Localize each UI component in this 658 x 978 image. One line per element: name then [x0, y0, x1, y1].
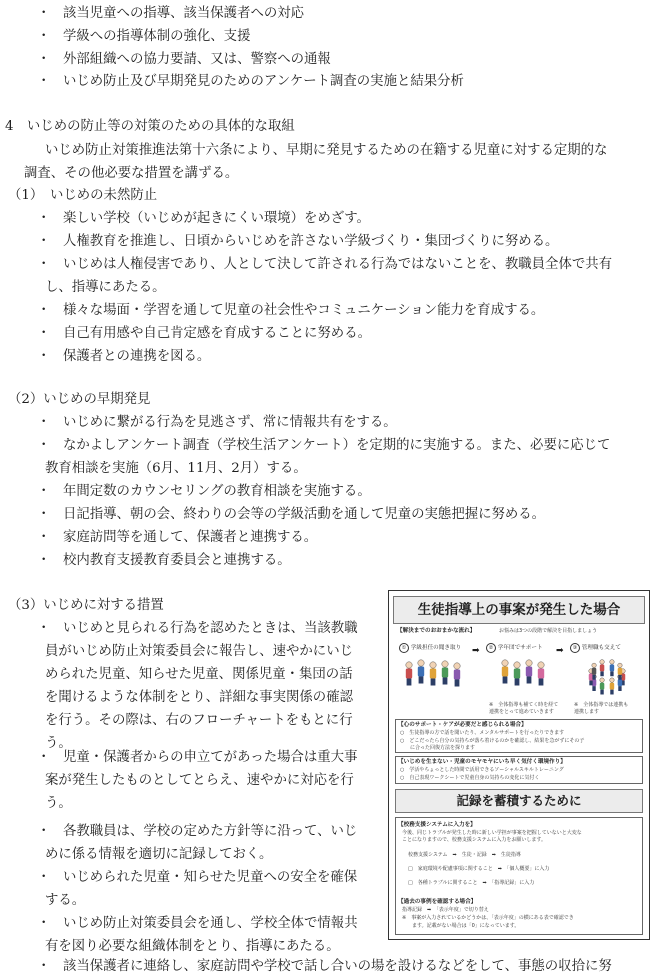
bullet: ・ [37, 326, 51, 341]
item-text-continued: する。 [45, 893, 86, 908]
past-line: ※ 事案が入力されているかどうかは、「表示年度」の横にある表で確認でき [402, 915, 574, 921]
bullet: ・ [37, 438, 51, 453]
record-line: 今後、同じトラブルが発生した時に新しい学担が事案を把握していないと大変な [402, 830, 582, 836]
record-title: 記録を蓄積するために [395, 789, 643, 813]
step-label: 学級担任の聞き取り [410, 645, 462, 651]
support-title: 【心のサポート・ケアが必要だと感じられる場合】 [398, 722, 527, 728]
flowchart-panel [388, 590, 650, 940]
bullet: ・ [37, 74, 51, 89]
item-text: いじめられた児童・知らせた児童への安全を確保 [63, 870, 358, 885]
item-text: 保護者との連携を図る。 [63, 349, 211, 364]
bullet: ・ [37, 507, 51, 522]
item-text-continued: を聞けるような体制をとり、詳細な事実関係の確認 [45, 690, 353, 705]
record-flow: □ 各種トラブルに関すること ➡ 「指導記録」に入力 [408, 880, 535, 886]
item-text: 校内教育支援教育委員会と連携する。 [63, 553, 291, 568]
flowchart-title: 生徒指導上の事案が発生した場合 [393, 596, 645, 624]
step-label: 学年団でサポート [497, 645, 543, 651]
item-text-continued: 有を図り必要な組織体制をとり、指導にあたる。 [45, 939, 340, 954]
item-text: 人権教育を推進し、日頃からいじめを許さない学級づくり・集団づくりに努める。 [63, 234, 559, 249]
bullet: ・ [37, 530, 51, 545]
item-text: 家庭訪問等を通して、保護者と連携する。 [63, 530, 318, 545]
section-heading: 4 いじめの防止等の対策のための具体的な取組 [5, 119, 295, 134]
item-text-continued: う。 [45, 736, 72, 751]
bullet: ・ [37, 234, 51, 249]
item-text: 自己有用感や自己肯定感を育成することに努める。 [63, 326, 371, 341]
record-section [395, 817, 643, 935]
item-text: いじめ防止対策委員会を通し、学校全体で情報共 [63, 916, 358, 931]
flow-section-title: 【解決までのおおまかな流れ】 [397, 628, 476, 634]
bullet: ・ [37, 959, 51, 974]
item-text: いじめ防止及び早期発見のためのアンケート調査の実施と結果分析 [63, 74, 464, 89]
step-1 [399, 643, 461, 653]
subsection-heading: （2）いじめの早期発見 [8, 392, 151, 407]
item-text: なかよしアンケート調査（学校生活アンケート）を定期的に実施する。また、必要に応じて [63, 438, 611, 453]
item-text-continued: 教育相談を実施（6月、11月、2月）する。 [45, 461, 307, 476]
record-sub-title: 【校務支援システムに入力を】 [398, 822, 476, 828]
circle-number-icon: ③ [570, 643, 580, 653]
intro-line: 調査、その他必要な措置を講ずる。 [24, 166, 239, 181]
item-text-continued: めに係る情報を適切に記録しておく。 [45, 847, 273, 862]
bullet: ・ [37, 52, 51, 67]
step-note: ※ 全体指導では連携も [574, 702, 629, 708]
bullet: ・ [37, 484, 51, 499]
bullet: ・ [37, 303, 51, 318]
prevention-section [395, 756, 643, 784]
item-text-continued: を行う。その際は、右のフローチャートをもとに行 [45, 713, 353, 728]
bullet: ・ [37, 553, 51, 568]
support-section [395, 719, 643, 753]
item-text: 外部組織への協力要請、又は、警察への通報 [63, 52, 331, 67]
item-text: 該当児童への指導、該当保護者への対応 [63, 6, 305, 21]
bullet: ・ [37, 621, 51, 636]
item-text-continued: し、指導にあたる。 [45, 280, 166, 295]
item-text: 児童・保護者からの申立てがあった場合は重大事 [63, 750, 358, 765]
support-item: ○ どこだったら自分の気持ちが落ち着けるのかを確認し、結果を急がずにその子 [400, 738, 585, 744]
bullet: ・ [37, 29, 51, 44]
step-note: 連携をとって進めていきます [489, 709, 554, 715]
intro-line: いじめ防止対策推進法第十六条により、早期に発見するための在籍する児童に対する定期的な [45, 143, 608, 158]
bullet: ・ [37, 211, 51, 226]
bullet: ・ [37, 870, 51, 885]
item-text: 様々な場面・学習を通して児童の社会性やコミュニケーション能力を育成する。 [63, 303, 545, 318]
item-text: 年間定数のカウンセリングの教育相談を実施する。 [63, 484, 371, 499]
item-text: 学級への指導体制の強化、支援 [63, 29, 251, 44]
item-text-continued: 案が発生したものとしてとらえ、速やかに対応を行 [45, 773, 354, 788]
person-figures-icon [397, 653, 643, 705]
past-line: ます。記載がない場合は「0」になっています。 [402, 923, 520, 929]
support-item: ○ 生徒指導の方で話を聞いたり、メンタルサポートを行ったりできます [400, 730, 565, 736]
item-text: 日記指導、朝の会、終わりの会等の学級活動を通して児童の実態把握に努める。 [63, 507, 546, 522]
item-text: いじめと見られる行為を認めたときは、当該教職 [63, 621, 358, 636]
item-text-continued: 員がいじめ防止対策委員会に報告し、速やかにいじ [45, 644, 353, 659]
record-line: ことになりますので、校務支援システムに入力をお願いします。 [402, 837, 547, 843]
past-line: 指導記録 ➡ 「表示年度」で切り替え [402, 907, 489, 913]
item-text: いじめは人権侵害であり、人として決して許される行為ではないことを、教職員全体で共有 [63, 257, 613, 272]
bullet: ・ [37, 750, 51, 765]
step-note: ※ 全体指導も補てく時を経て [489, 702, 559, 708]
prevention-item: ○ 自己表現ワークシートで児童自身の気持ちの変化に気付く [400, 775, 540, 781]
subsection-heading: （1） いじめの未然防止 [8, 188, 158, 203]
bullet: ・ [37, 916, 51, 931]
bullet: ・ [37, 349, 51, 364]
step-note: 連携します [574, 709, 600, 715]
circle-number-icon: ② [486, 643, 496, 653]
bullet: ・ [37, 6, 51, 21]
bullet: ・ [37, 415, 51, 430]
arrow-right-icon: ➡ [472, 646, 480, 656]
circle-number-icon: ① [399, 643, 409, 653]
bullet: ・ [37, 257, 51, 272]
subsection-heading: （3）いじめに対する措置 [8, 598, 164, 613]
flow-section-note: お悩みは3つの段階で解決を目指しましょう [499, 628, 598, 634]
item-text-continued: う。 [45, 796, 72, 811]
support-item: に合った回復方法を探ります [400, 745, 476, 751]
item-text-continued: められた児童、知らせた児童、関係児童・集団の話 [45, 667, 353, 682]
step-label: 管理職も交えて [581, 645, 621, 651]
item-text: 楽しい学校（いじめが起きにくい環境）をめざす。 [63, 211, 370, 226]
arrow-right-icon: ➡ [556, 646, 564, 656]
past-title: 【過去の事例を確認する場合】 [398, 899, 477, 905]
step-3 [570, 643, 621, 653]
prevention-item: ○ 学活やちょっとした時間で活用できるソーシャルスキルトレーニング [400, 767, 564, 773]
prevention-title: 【いじめを生まない・児童のモヤモヤにいち早く気付く環境作り】 [398, 759, 566, 765]
record-flow: □ 家庭環境や配慮事項に関すること ➡ 「個人概要」に入力 [408, 866, 550, 872]
record-flow: 校務支援システム ➡ 生徒・記録 ➡ 生徒指導 [408, 852, 521, 858]
item-text: いじめに繋がる行為を見逃さず、常に情報共有をする。 [63, 415, 397, 430]
item-text: 各教職員は、学校の定めた方針等に沿って、いじ [63, 824, 358, 839]
bullet: ・ [37, 824, 51, 839]
item-text: 該当保護者に連絡し、家庭訪問や学校で話し合いの場を設けるなどをして、事態の収拾に努 [63, 959, 612, 974]
step-2 [486, 643, 543, 653]
